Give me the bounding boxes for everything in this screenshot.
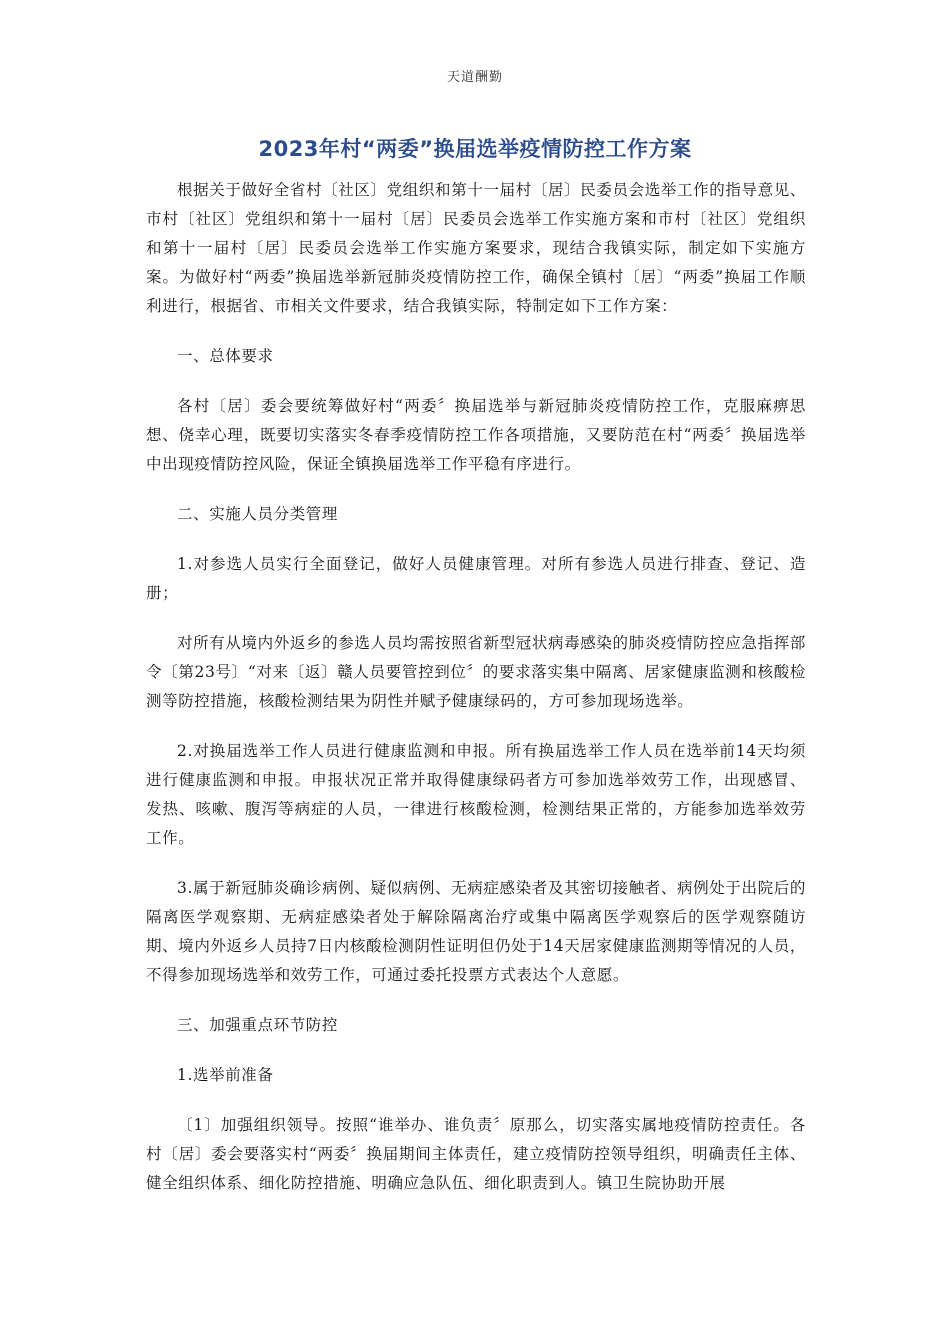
personnel-item-2: 2.对换届选举工作人员进行健康监测和申报。所有换届选举工作人员在选举前14天均须进行健康监测和申报。申报状况正常并取得健康绿码者方可参加选举效劳工作，出现感冒、发热、咳嗽、腹泻等病症的人员，一律进行核酸检测，检测结果正常的，方能参加选举效劳工作。 [146, 742, 806, 847]
document-body [146, 176, 806, 1219]
intro-paragraph: 根据关于做好全省村〔社区〕党组织和第十一届村〔居〕民委员会选举工作的指导意见、市村〔社区〕党组织和第十一届村〔居〕民委员会选举工作实施方案和市村〔社区〕党组织和第十一届村〔居〕民委员会选举工作实施方案要求，现结合我镇实际，制定如下实施方案。为做好村“两委”换届选举新冠肺炎疫情防控工作，确保全镇村〔居〕“两委”换届工作顺利进行，根据省、市相关文件要求，结合我镇实际，特制定如下工作方案： [146, 181, 806, 315]
preparation-item-1: 〔1〕加强组织领导。按照“谁举办、谁负责〞原那么，切实落实属地疫情防控责任。各村〔居〕委会要落实村“两委〞换届期间主体责任，建立疫情防控领导组织，明确责任主体、健全组织体系、细化防控措施、明确应急队伍、细化职责到人。镇卫生院协助开展 [146, 1116, 806, 1192]
section-heading-general: 一、总体要求 [177, 347, 274, 365]
general-requirements-paragraph: 各村〔居〕委会要统筹做好村“两委〞换届选举与新冠肺炎疫情防控工作，克服麻痹思想、侥幸心理，既要切实落实冬春季疫情防控工作各项措施，又要防范在村“两委〞换届选举中出现疫情防控风险，保证全镇换届选举工作平稳有序进行。 [146, 397, 806, 473]
page-header: 天道酬勤 [446, 70, 503, 85]
personnel-item-1-detail: 对所有从境内外返乡的参选人员均需按照省新型冠状病毒感染的肺炎疫情防控应急指挥部令〔第23号〕“对来〔返〕赣人员要管控到位〞的要求落实集中隔离、居家健康监测和核酸检测等防控措施，核酸检测结果为阴性并赋予健康绿码的，方可参加现场选举。 [146, 634, 806, 710]
section-heading-key-links: 三、加强重点环节防控 [177, 1016, 339, 1034]
personnel-item-3: 3.属于新冠肺炎确诊病例、疑似病例、无病症感染者及其密切接触者、病例处于出院后的隔离医学观察期、无病症感染者处于解除隔离治疗或集中隔离医学观察后的医学观察随访期、境内外返乡人员持7日内核酸检测阴性证明但仍处于14天居家健康监测期等情况的人员，不得参加现场选举和效劳工作，可通过委托投票方式表达个人意愿。 [146, 879, 806, 984]
section-heading-personnel: 二、实施人员分类管理 [177, 505, 339, 523]
subsection-heading-preparation: 1.选举前准备 [177, 1066, 274, 1084]
personnel-item-1: 1.对参选人员实行全面登记，做好人员健康管理。对所有参选人员进行排查、登记、造册； [146, 555, 806, 602]
document-title: 2023年村“两委”换届选举疫情防控工作方案 [258, 137, 692, 161]
